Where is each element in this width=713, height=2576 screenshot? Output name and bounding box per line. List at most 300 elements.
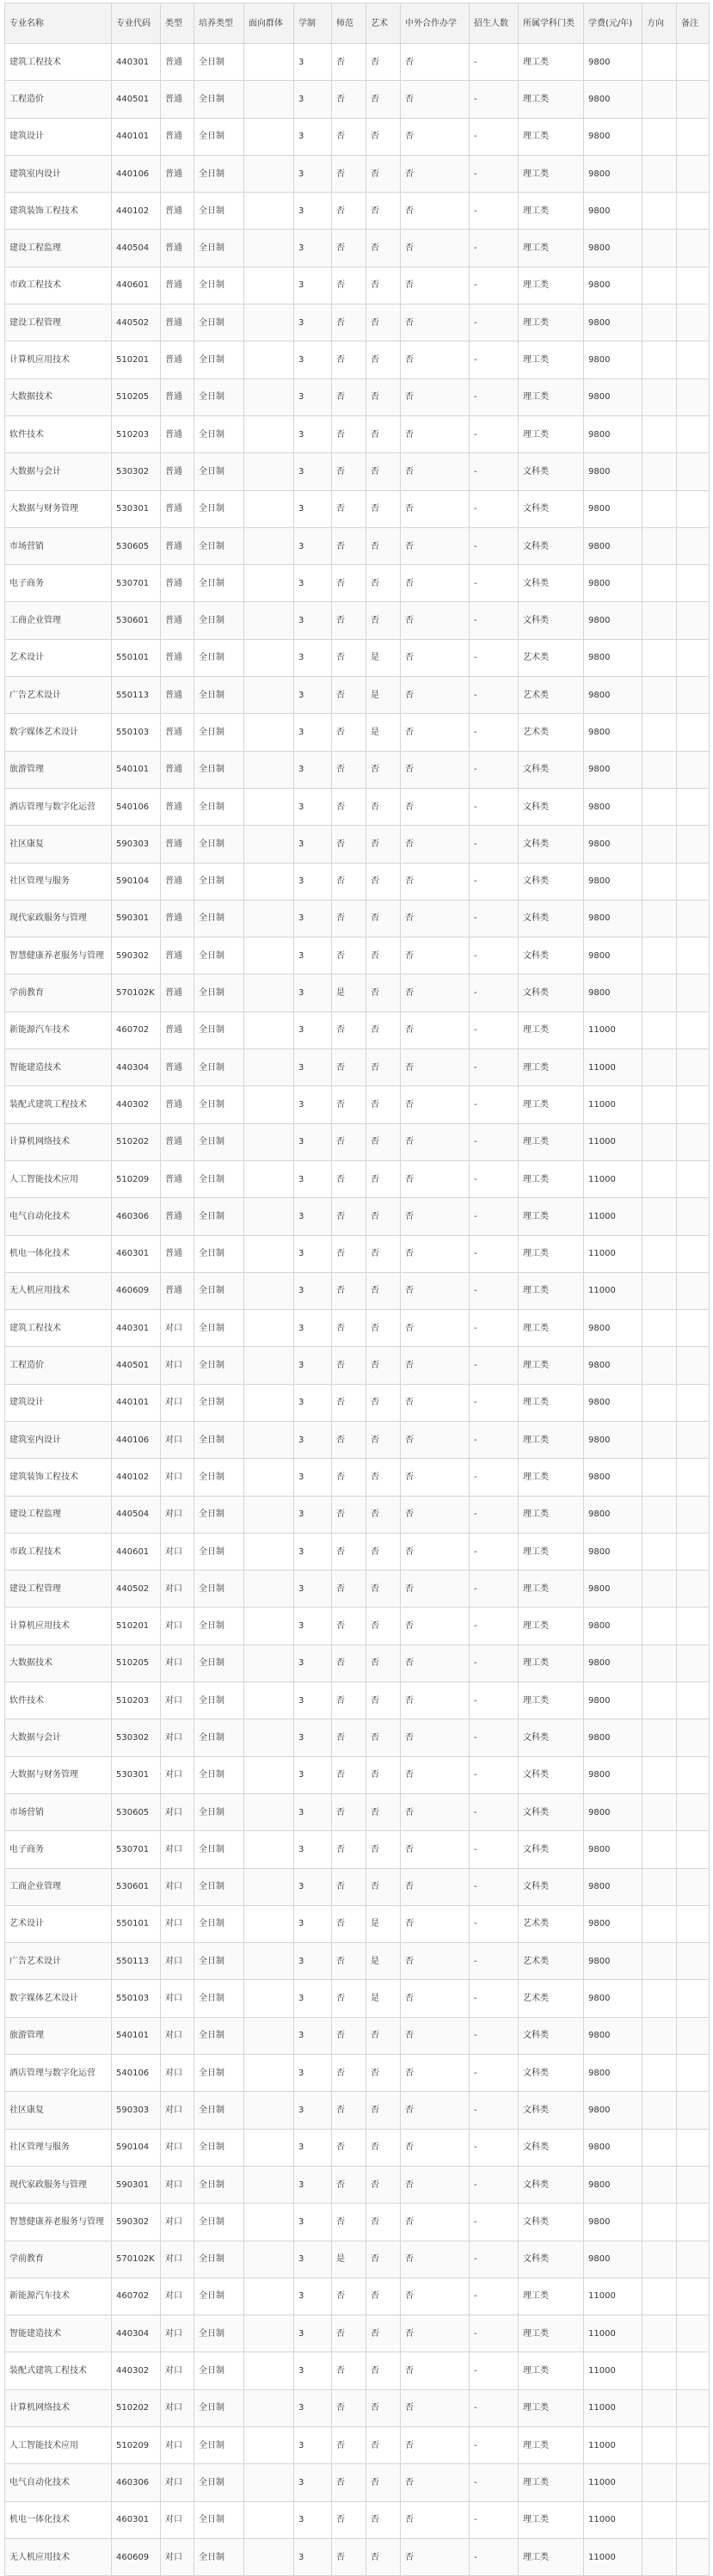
cell-major-code: 510203 [112,415,161,452]
cell-training-type: 全日制 [194,900,244,937]
cell-duration: 3 [294,1011,332,1048]
cell-target-group [244,2389,294,2426]
cell-sino-foreign: 否 [401,2315,470,2352]
cell-training-type: 全日制 [194,2055,244,2092]
cell-tuition: 9800 [584,1645,642,1681]
cell-major-code: 510202 [112,1123,161,1160]
cell-discipline: 理工类 [519,2315,584,2352]
cell-type: 对口 [161,1571,194,1608]
cell-sino-foreign: 否 [401,2055,470,2092]
cell-discipline: 理工类 [519,2464,584,2501]
cell-major-name: 广告艺术设计 [5,1943,112,1980]
cell-duration: 3 [294,1421,332,1458]
cell-target-group [244,1793,294,1830]
cell-major-code: 590104 [112,863,161,900]
cell-training-type: 全日制 [194,1608,244,1645]
cell-sino-foreign: 否 [401,2166,470,2203]
table-row [5,193,710,230]
cell-training-type: 全日制 [194,2129,244,2166]
cell-enrollment: - [470,341,519,378]
cell-major-code: 590302 [112,2204,161,2241]
cell-enrollment: - [470,1571,519,1608]
cell-art: 否 [366,1011,401,1048]
cell-remarks [677,938,710,974]
cell-training-type: 全日制 [194,118,244,155]
cell-type: 普通 [161,304,194,341]
cell-art: 否 [366,1049,401,1086]
cell-training-type: 全日制 [194,341,244,378]
table-row [5,900,710,937]
table-row [5,2055,710,2092]
cell-remarks [677,1123,710,1160]
cell-teacher-training: 否 [332,2204,366,2241]
cell-remarks [677,1905,710,1942]
cell-major-code: 510201 [112,341,161,378]
cell-art: 否 [366,2055,401,2092]
cell-target-group [244,1943,294,1980]
cell-major-name: 建设工程监理 [5,230,112,267]
cell-direction [642,2092,677,2129]
cell-tuition: 9800 [584,1756,642,1793]
cell-major-code: 510209 [112,2427,161,2464]
cell-teacher-training: 否 [332,1384,366,1421]
cell-teacher-training: 否 [332,565,366,602]
cell-enrollment: - [470,974,519,1011]
cell-enrollment: - [470,639,519,676]
cell-target-group [244,1868,294,1905]
cell-target-group [244,1347,294,1384]
cell-teacher-training: 否 [332,1719,366,1756]
cell-teacher-training: 否 [332,2129,366,2166]
cell-duration: 3 [294,2464,332,2501]
cell-enrollment: - [470,1011,519,1048]
cell-type: 对口 [161,1533,194,1570]
cell-remarks [677,2389,710,2426]
cell-tuition: 9800 [584,1384,642,1421]
cell-discipline: 文科类 [519,826,584,863]
cell-training-type: 全日制 [194,304,244,341]
cell-discipline: 文科类 [519,2204,584,2241]
cell-remarks [677,602,710,639]
cell-type: 普通 [161,415,194,452]
table-row [5,826,710,863]
cell-major-name: 建设工程管理 [5,304,112,341]
cell-training-type: 全日制 [194,863,244,900]
cell-major-name: 建筑室内设计 [5,1421,112,1458]
cell-discipline: 文科类 [519,1719,584,1756]
cell-direction [642,2129,677,2166]
table-row [5,1235,710,1272]
cell-discipline: 理工类 [519,2538,584,2575]
cell-teacher-training: 否 [332,415,366,452]
cell-art: 否 [366,155,401,192]
cell-target-group [244,1608,294,1645]
cell-training-type: 全日制 [194,714,244,751]
cell-teacher-training: 否 [332,2278,366,2315]
cell-teacher-training: 否 [332,2352,366,2389]
cell-tuition: 11000 [584,2427,642,2464]
cell-duration: 3 [294,193,332,230]
cell-tuition: 11000 [584,2389,642,2426]
cell-art: 否 [366,193,401,230]
cell-type: 对口 [161,1719,194,1756]
cell-major-code: 460609 [112,1272,161,1309]
cell-training-type: 全日制 [194,1496,244,1533]
cell-sino-foreign: 否 [401,1123,470,1160]
cell-training-type: 全日制 [194,1980,244,2017]
cell-duration: 3 [294,1571,332,1608]
cell-enrollment: - [470,2241,519,2278]
cell-tuition: 9800 [584,826,642,863]
cell-major-name: 智能建造技术 [5,1049,112,1086]
cell-sino-foreign: 否 [401,2464,470,2501]
cell-major-code: 530302 [112,1719,161,1756]
cell-duration: 3 [294,2129,332,2166]
cell-target-group [244,2055,294,2092]
cell-target-group [244,900,294,937]
cell-tuition: 9800 [584,2204,642,2241]
cell-sino-foreign: 否 [401,415,470,452]
cell-major-code: 510209 [112,1160,161,1197]
cell-enrollment: - [470,788,519,825]
cell-tuition: 9800 [584,155,642,192]
table-row [5,602,710,639]
cell-sino-foreign: 否 [401,193,470,230]
cell-enrollment: - [470,1943,519,1980]
cell-enrollment: - [470,2055,519,2092]
cell-discipline: 理工类 [519,1198,584,1235]
col-header-major-name: 专业名称 [5,3,112,44]
cell-target-group [244,44,294,81]
cell-art: 否 [366,1608,401,1645]
cell-major-name: 建筑装饰工程技术 [5,193,112,230]
cell-duration: 3 [294,304,332,341]
cell-sino-foreign: 否 [401,900,470,937]
cell-major-code: 440601 [112,1533,161,1570]
cell-major-name: 旅游管理 [5,2017,112,2054]
cell-teacher-training: 否 [332,1756,366,1793]
cell-teacher-training: 否 [332,1123,366,1160]
cell-duration: 3 [294,1086,332,1123]
cell-major-name: 人工智能技术应用 [5,1160,112,1197]
table-row [5,714,710,751]
cell-enrollment: - [470,1235,519,1272]
cell-discipline: 艺术类 [519,1980,584,2017]
cell-tuition: 9800 [584,490,642,527]
cell-discipline: 理工类 [519,1533,584,1570]
cell-target-group [244,527,294,564]
cell-discipline: 文科类 [519,1756,584,1793]
cell-enrollment: - [470,1831,519,1868]
cell-art: 否 [366,602,401,639]
cell-tuition: 9800 [584,639,642,676]
table-row [5,415,710,452]
cell-major-code: 460301 [112,1235,161,1272]
cell-teacher-training: 否 [332,1831,366,1868]
cell-type: 对口 [161,2464,194,2501]
cell-major-code: 530605 [112,527,161,564]
cell-remarks [677,1310,710,1347]
cell-remarks [677,2092,710,2129]
col-header-tuition: 学费(元/年) [584,3,642,44]
cell-tuition: 9800 [584,1719,642,1756]
cell-direction [642,304,677,341]
col-header-direction: 方向 [642,3,677,44]
cell-remarks [677,230,710,267]
cell-discipline: 理工类 [519,1160,584,1197]
cell-teacher-training: 否 [332,1160,366,1197]
cell-sino-foreign: 否 [401,2204,470,2241]
cell-type: 普通 [161,1198,194,1235]
cell-remarks [677,639,710,676]
cell-discipline: 理工类 [519,1347,584,1384]
cell-discipline: 理工类 [519,155,584,192]
cell-duration: 3 [294,453,332,490]
cell-direction [642,415,677,452]
cell-duration: 3 [294,2427,332,2464]
cell-art: 否 [366,974,401,1011]
cell-direction [642,2538,677,2575]
cell-duration: 3 [294,639,332,676]
cell-teacher-training: 否 [332,2055,366,2092]
cell-enrollment: - [470,1421,519,1458]
cell-major-name: 市政工程技术 [5,1533,112,1570]
cell-sino-foreign: 否 [401,751,470,788]
cell-type: 普通 [161,1272,194,1309]
cell-remarks [677,1086,710,1123]
table-row [5,1347,710,1384]
cell-major-name: 学前教育 [5,2241,112,2278]
table-row [5,788,710,825]
cell-remarks [677,1719,710,1756]
cell-target-group [244,1756,294,1793]
table-row [5,2501,710,2538]
cell-enrollment: - [470,1123,519,1160]
cell-type: 普通 [161,1049,194,1086]
cell-tuition: 9800 [584,677,642,714]
cell-major-name: 建设工程监理 [5,1496,112,1533]
cell-duration: 3 [294,1198,332,1235]
cell-teacher-training: 否 [332,1608,366,1645]
cell-major-name: 酒店管理与数字化运营 [5,788,112,825]
cell-target-group [244,1980,294,2017]
cell-major-code: 440502 [112,1571,161,1608]
table-row [5,2352,710,2389]
cell-major-name: 建筑工程技术 [5,44,112,81]
cell-art: 否 [366,2129,401,2166]
cell-sino-foreign: 否 [401,2129,470,2166]
cell-type: 对口 [161,2204,194,2241]
cell-major-code: 550101 [112,1905,161,1942]
cell-remarks [677,1980,710,2017]
table-row [5,1719,710,1756]
table-row [5,2129,710,2166]
cell-tuition: 9800 [584,2092,642,2129]
cell-tuition: 9800 [584,1905,642,1942]
cell-type: 普通 [161,602,194,639]
cell-major-name: 计算机网络技术 [5,1123,112,1160]
cell-sino-foreign: 否 [401,490,470,527]
cell-remarks [677,1272,710,1309]
cell-major-name: 新能源汽车技术 [5,2278,112,2315]
cell-major-name: 机电一体化技术 [5,1235,112,1272]
cell-direction [642,1980,677,2017]
cell-discipline: 理工类 [519,193,584,230]
cell-art: 否 [366,1272,401,1309]
header-row [5,3,710,44]
cell-target-group [244,2464,294,2501]
table-row [5,1868,710,1905]
cell-art: 否 [366,1086,401,1123]
cell-target-group [244,2166,294,2203]
cell-training-type: 全日制 [194,2427,244,2464]
cell-sino-foreign: 否 [401,639,470,676]
cell-training-type: 全日制 [194,2315,244,2352]
cell-major-code: 550101 [112,639,161,676]
cell-target-group [244,1682,294,1719]
cell-major-name: 装配式建筑工程技术 [5,1086,112,1123]
cell-tuition: 9800 [584,1347,642,1384]
cell-teacher-training: 否 [332,714,366,751]
cell-art: 否 [366,81,401,118]
cell-enrollment: - [470,1645,519,1681]
cell-duration: 3 [294,2389,332,2426]
cell-remarks [677,453,710,490]
cell-direction [642,1272,677,1309]
cell-teacher-training: 否 [332,2166,366,2203]
cell-target-group [244,565,294,602]
cell-art: 否 [366,2501,401,2538]
cell-major-code: 530301 [112,1756,161,1793]
cell-training-type: 全日制 [194,155,244,192]
cell-duration: 3 [294,1831,332,1868]
cell-major-code: 510201 [112,1608,161,1645]
cell-tuition: 9800 [584,304,642,341]
cell-major-name: 工程造价 [5,81,112,118]
cell-teacher-training: 否 [332,1011,366,1048]
cell-target-group [244,453,294,490]
cell-major-name: 现代家政服务与管理 [5,2166,112,2203]
cell-sino-foreign: 否 [401,2538,470,2575]
cell-direction [642,1571,677,1608]
cell-discipline: 理工类 [519,1384,584,1421]
col-header-type: 类型 [161,3,194,44]
cell-discipline: 理工类 [519,118,584,155]
cell-type: 普通 [161,1086,194,1123]
cell-sino-foreign: 否 [401,1011,470,1048]
cell-type: 对口 [161,1645,194,1681]
cell-target-group [244,2538,294,2575]
cell-type: 对口 [161,1831,194,1868]
cell-art: 否 [366,1347,401,1384]
cell-enrollment: - [470,1533,519,1570]
cell-remarks [677,863,710,900]
cell-target-group [244,155,294,192]
cell-remarks [677,1533,710,1570]
cell-teacher-training: 否 [332,1980,366,2017]
cell-art: 否 [366,2241,401,2278]
cell-major-code: 590302 [112,938,161,974]
cell-direction [642,1793,677,1830]
cell-training-type: 全日制 [194,1421,244,1458]
cell-major-code: 460306 [112,1198,161,1235]
cell-discipline: 文科类 [519,1831,584,1868]
cell-remarks [677,1793,710,1830]
cell-teacher-training: 否 [332,2389,366,2426]
cell-enrollment: - [470,1160,519,1197]
cell-tuition: 11000 [584,1272,642,1309]
cell-enrollment: - [470,2389,519,2426]
cell-discipline: 理工类 [519,304,584,341]
cell-sino-foreign: 否 [401,118,470,155]
cell-enrollment: - [470,2427,519,2464]
cell-tuition: 9800 [584,44,642,81]
cell-major-name: 计算机应用技术 [5,1608,112,1645]
cell-duration: 3 [294,2166,332,2203]
cell-art: 否 [366,2352,401,2389]
cell-discipline: 理工类 [519,267,584,304]
cell-type: 普通 [161,1011,194,1048]
cell-tuition: 11000 [584,1011,642,1048]
cell-tuition: 9800 [584,1496,642,1533]
cell-tuition: 9800 [584,2166,642,2203]
cell-enrollment: - [470,1980,519,2017]
cell-art: 否 [366,378,401,415]
cell-training-type: 全日制 [194,2538,244,2575]
table-row [5,304,710,341]
cell-discipline: 理工类 [519,378,584,415]
cell-training-type: 全日制 [194,1459,244,1496]
cell-enrollment: - [470,565,519,602]
cell-major-code: 540106 [112,788,161,825]
cell-enrollment: - [470,714,519,751]
cell-training-type: 全日制 [194,2092,244,2129]
cell-enrollment: - [470,118,519,155]
cell-art: 否 [366,1123,401,1160]
cell-major-code: 440304 [112,1049,161,1086]
cell-target-group [244,230,294,267]
cell-direction [642,378,677,415]
cell-duration: 3 [294,938,332,974]
cell-teacher-training: 否 [332,863,366,900]
cell-direction [642,677,677,714]
cell-teacher-training: 否 [332,193,366,230]
cell-major-code: 440501 [112,81,161,118]
cell-type: 对口 [161,1421,194,1458]
cell-target-group [244,1198,294,1235]
cell-target-group [244,1086,294,1123]
cell-discipline: 理工类 [519,1049,584,1086]
cell-tuition: 9800 [584,1571,642,1608]
cell-direction [642,2278,677,2315]
cell-major-name: 建筑设计 [5,1384,112,1421]
cell-art: 是 [366,714,401,751]
cell-training-type: 全日制 [194,1905,244,1942]
cell-duration: 3 [294,2538,332,2575]
cell-direction [642,1645,677,1681]
cell-duration: 3 [294,490,332,527]
cell-teacher-training: 否 [332,44,366,81]
cell-type: 对口 [161,1682,194,1719]
cell-training-type: 全日制 [194,2501,244,2538]
cell-target-group [244,1049,294,1086]
cell-enrollment: - [470,1049,519,1086]
cell-enrollment: - [470,527,519,564]
cell-remarks [677,788,710,825]
cell-type: 普通 [161,453,194,490]
cell-major-name: 无人机应用技术 [5,2538,112,2575]
table-row [5,1682,710,1719]
